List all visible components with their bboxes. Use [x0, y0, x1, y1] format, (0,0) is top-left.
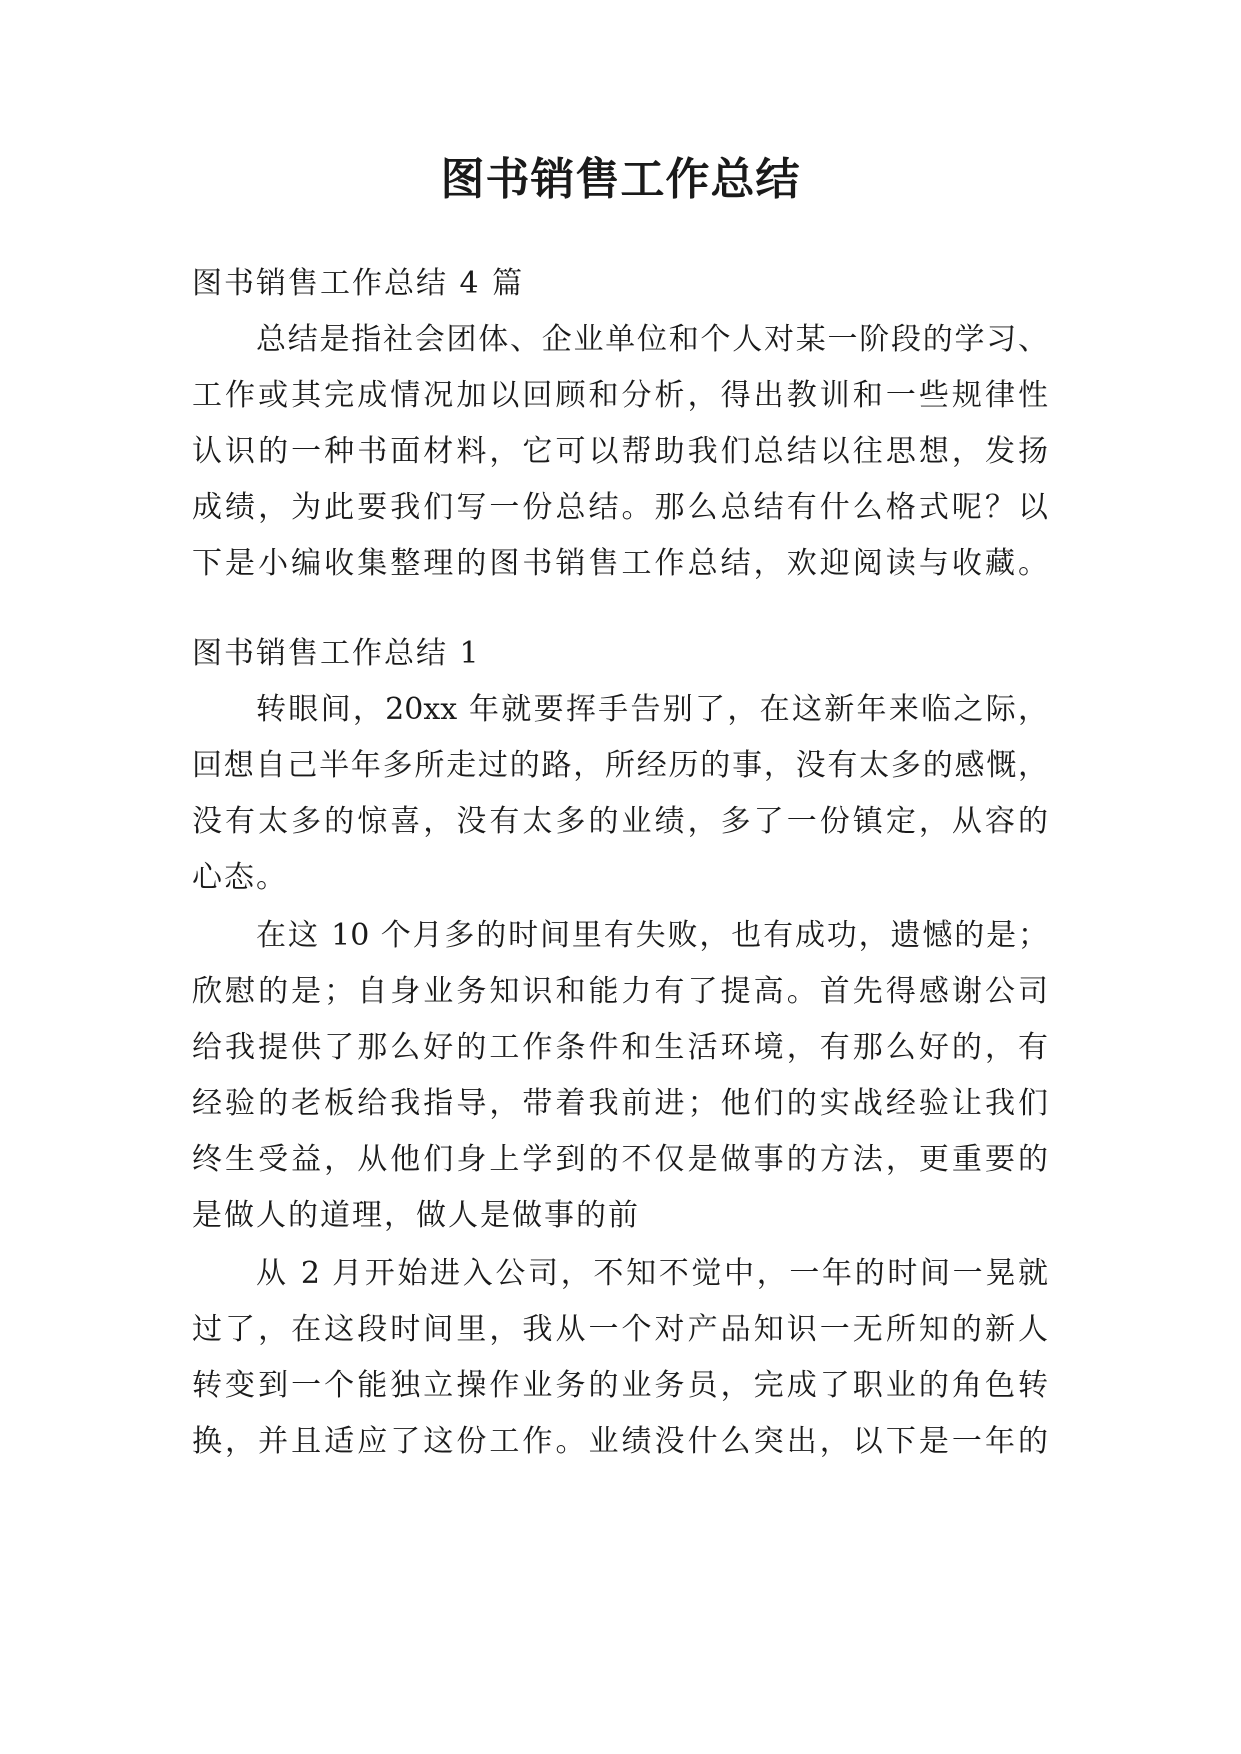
- paragraph-line: 转变到一个能独立操作业务的业务员，完成了职业的角色转: [192, 1368, 1048, 1403]
- paragraph-line: 转眼间，20xx 年就要挥手告别了，在这新年来临之际，: [256, 692, 1048, 727]
- paragraph-line: 下是小编收集整理的图书销售工作总结，欢迎阅读与收藏。: [192, 546, 1048, 581]
- paragraph-line: 换，并且适应了这份工作。业绩没什么突出，以下是一年的: [192, 1424, 1048, 1459]
- paragraph-line: 成绩，为此要我们写一份总结。那么总结有什么格式呢？以: [192, 490, 1048, 525]
- paragraph-line: 从 2 月开始进入公司，不知不觉中，一年的时间一晃就: [256, 1256, 1048, 1291]
- paragraph-line: 给我提供了那么好的工作条件和生活环境，有那么好的，有: [192, 1030, 1048, 1065]
- section-heading: 图书销售工作总结 4 篇: [192, 266, 525, 301]
- paragraph-line: 过了，在这段时间里，我从一个对产品知识一无所知的新人: [192, 1312, 1048, 1347]
- section-heading: 图书销售工作总结 1: [192, 636, 481, 671]
- paragraph-line: 欣慰的是；自身业务知识和能力有了提高。首先得感谢公司: [192, 974, 1048, 1009]
- paragraph-line: 回想自己半年多所走过的路，所经历的事，没有太多的感慨，: [192, 748, 1048, 783]
- paragraph-line: 是做人的道理，做人是做事的前: [192, 1198, 640, 1233]
- paragraph-line: 没有太多的惊喜，没有太多的业绩，多了一份镇定，从容的: [192, 804, 1048, 839]
- paragraph-line: 在这 10 个月多的时间里有失败，也有成功，遗憾的是；: [256, 918, 1048, 953]
- paragraph-line: 经验的老板给我指导，带着我前进；他们的实战经验让我们: [192, 1086, 1048, 1121]
- paragraph-line: 认识的一种书面材料，它可以帮助我们总结以往思想，发扬: [192, 434, 1048, 469]
- document-title: 图书销售工作总结: [440, 154, 801, 205]
- paragraph-line: 工作或其完成情况加以回顾和分析，得出教训和一些规律性: [192, 378, 1048, 413]
- paragraph-line: 总结是指社会团体、企业单位和个人对某一阶段的学习、: [256, 322, 1048, 357]
- paragraph-line: 心态。: [192, 860, 288, 895]
- paragraph-line: 终生受益，从他们身上学到的不仅是做事的方法，更重要的: [192, 1142, 1048, 1177]
